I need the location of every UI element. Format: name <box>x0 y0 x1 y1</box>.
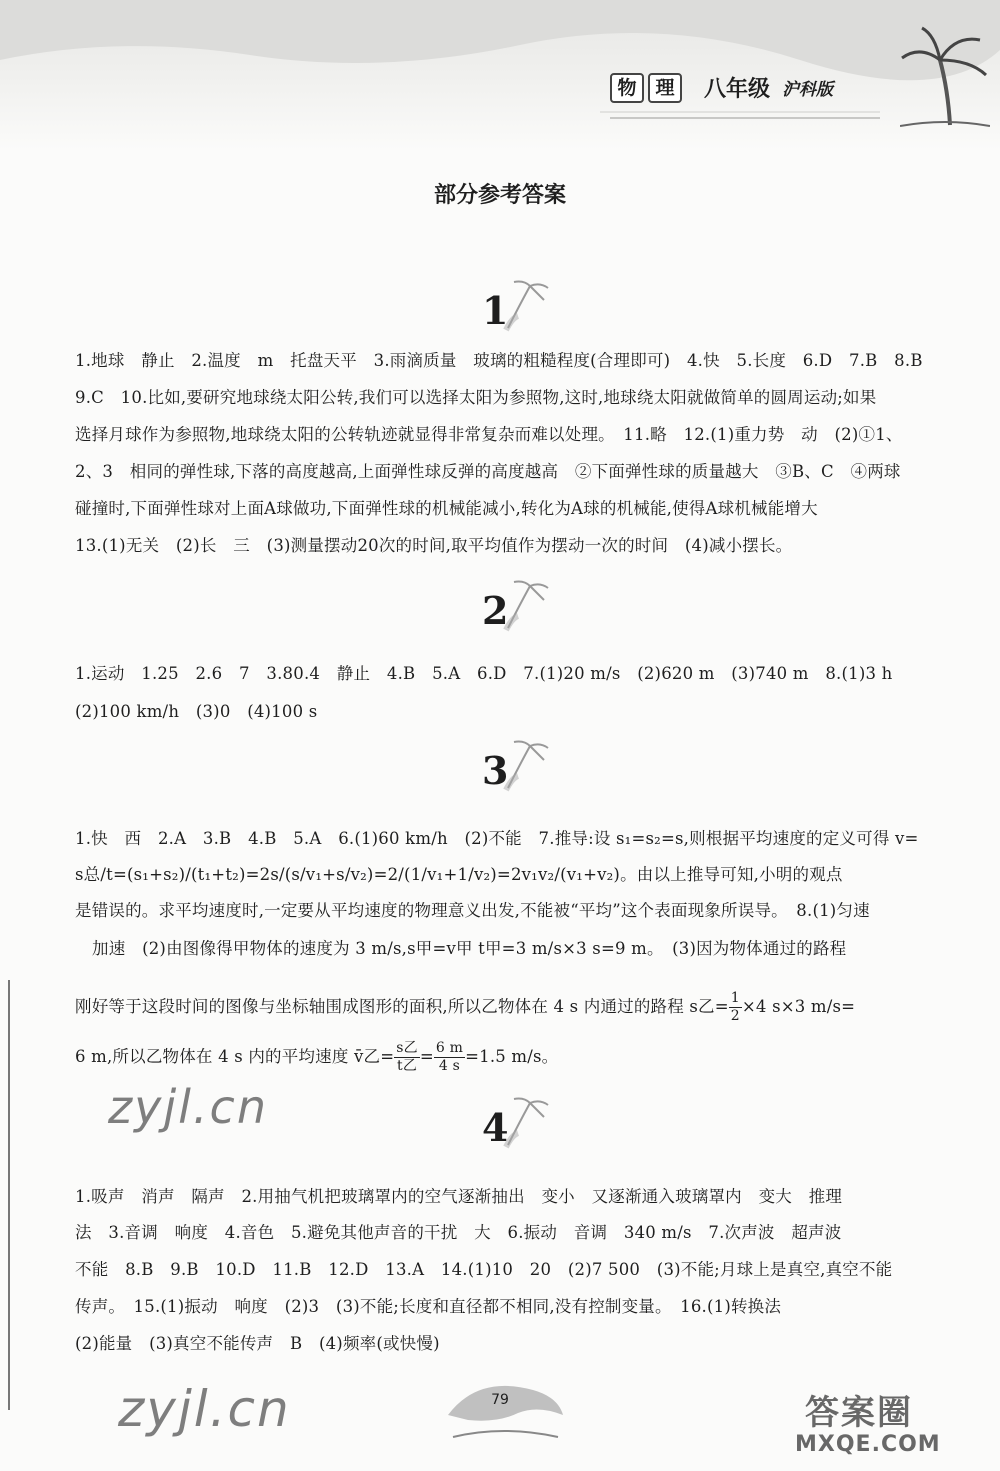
section-number: 4 <box>482 1105 509 1150</box>
palm-leaf-icon <box>500 578 550 638</box>
section-heading-4 <box>470 1095 550 1165</box>
answer-line: 1.地球 静止 2.温度 m 托盘天平 3.雨滴质量 玻璃的粗糙程度(合理即可) 4.快 5.长度 6.D 7.B 8.B <box>75 351 923 370</box>
dolphin-icon <box>438 1375 568 1445</box>
palm-leaf-icon <box>500 1095 550 1155</box>
fraction <box>434 1040 465 1075</box>
answer-text: ×4 s×3 m/s= <box>741 997 856 1016</box>
header-subject-block <box>610 72 833 103</box>
section-heading-2 <box>470 578 550 648</box>
answer-line-with-fraction <box>75 1040 558 1075</box>
answer-line: 1.运动 1.25 2.6 7 3.80.4 静止 4.B 5.A 6.D 7.(1)20 m/s (2)620 m (3)740 m 8.(1)3 h <box>75 664 893 683</box>
answer-line: 1.快 西 2.A 3.B 4.B 5.A 6.(1)60 km/h (2)不能 7.推导:设 s₁=s₂=s,则根据平均速度的定义可得 v= <box>75 829 919 848</box>
fraction-denominator: 4 s <box>438 1058 461 1074</box>
answer-line: 9.C 10.比如,要研究地球绕太阳公转,我们可以选择太阳为参照物,这时,地球绕太阳就做简单的圆周运动;如果 <box>75 388 877 407</box>
fraction-numerator: 1 <box>730 990 740 1006</box>
fraction <box>729 990 742 1025</box>
watermark-mxqe: MXQE.COM <box>795 1432 941 1457</box>
answer-line: 传声。 15.(1)振动 响度 (2)3 (3)不能;长度和直径都不相同,没有控制变量。 16.(1)转换法 <box>75 1297 782 1316</box>
palm-leaf-icon <box>500 278 550 338</box>
scan-edge-line <box>8 980 10 1410</box>
section-heading-3 <box>470 738 550 808</box>
answer-text: 6 m,所以乙物体在 4 s 内的平均速度 v̄乙= <box>75 1047 395 1066</box>
fraction-numerator: 6 m <box>435 1040 464 1056</box>
page-number: 79 <box>491 1392 509 1408</box>
answer-line: 1.吸声 消声 隔声 2.用抽气机把玻璃罩内的空气逐渐抽出 变小 又逐渐通入玻璃罩内 变大 推理 <box>75 1187 843 1206</box>
fraction-denominator: 2 <box>730 1008 740 1024</box>
section-number: 1 <box>482 288 509 333</box>
subject-char-2: 理 <box>648 73 682 103</box>
answer-text: =1.5 m/s。 <box>465 1047 559 1066</box>
edition-label: 沪科版 <box>782 80 834 100</box>
answer-line: 加速 (2)由图像得甲物体的速度为 3 m/s,s甲=v甲 t甲=3 m/s×3 s=9 m。 (3)因为物体通过的路程 <box>92 939 847 958</box>
answer-line: 不能 8.B 9.B 10.D 11.B 12.D 13.A 14.(1)10 20 (2)7 500 (3)不能;月球上是真空,真空不能 <box>75 1260 893 1279</box>
fraction <box>394 1040 420 1075</box>
answer-line-with-fraction <box>75 990 855 1025</box>
palm-tree-icon <box>900 20 990 130</box>
section-heading-1 <box>470 278 550 348</box>
answer-line: s总/t=(s₁+s₂)/(t₁+t₂)=2s/(s/v₁+s/v₂)=2/(1/v₁+1/v₂)=2v₁v₂/(v₁+v₂)。由以上推导可知,小明的观点 <box>75 865 843 884</box>
answer-line: 13.(1)无关 (2)长 三 (3)测量摆动20次的时间,取平均值作为摆动一次的时间 (4)减小摆长。 <box>75 536 793 555</box>
fraction-denominator: t乙 <box>397 1058 418 1074</box>
answer-line: 2、3 相同的弹性球,下落的高度越高,上面弹性球反弹的高度越高 ②下面弹性球的质量越大 ③B、C ④两球 <box>75 462 901 481</box>
palm-leaf-icon <box>500 738 550 798</box>
section-number: 3 <box>482 748 509 793</box>
watermark-zyjl: zyjl.cn <box>108 1080 268 1134</box>
answer-line: 是错误的。求平均速度时,一定要从平均速度的物理意义出发,不能被“平均”这个表面现象所误导。 8.(1)匀速 <box>75 901 870 920</box>
equals-sign: = <box>419 1047 434 1066</box>
watermark-answer-logo: 答案圈 <box>805 1393 913 1433</box>
answer-line: (2)100 km/h (3)0 (4)100 s <box>75 702 318 721</box>
section-number: 2 <box>482 588 509 633</box>
answer-line: 碰撞时,下面弹性球对上面A球做功,下面弹性球的机械能减小,转化为A球的机械能,使得A球机械能增大 <box>75 499 818 518</box>
grade-label: 八年级 <box>704 76 771 102</box>
answer-line: 法 3.音调 响度 4.音色 5.避免其他声音的干扰 大 6.振动 音调 340 m/s 7.次声波 超声波 <box>75 1223 842 1242</box>
page-title: 部分参考答案 <box>433 183 566 208</box>
subject-char-1: 物 <box>610 73 644 103</box>
answer-line: 选择月球作为参照物,地球绕太阳的公转轨迹就显得非常复杂而难以处理。 11.略 12.(1)重力势 动 (2)①1、 <box>75 425 903 444</box>
header-decoration <box>0 0 1000 140</box>
answer-line: (2)能量 (3)真空不能传声 B (4)频率(或快慢) <box>75 1334 440 1353</box>
watermark-zyjl: zyjl.cn <box>118 1380 291 1438</box>
answer-text: 刚好等于这段时间的图像与坐标轴围成图形的面积,所以乙物体在 4 s 内通过的路程 s乙= <box>75 997 729 1016</box>
fraction-numerator: s乙 <box>396 1040 418 1056</box>
